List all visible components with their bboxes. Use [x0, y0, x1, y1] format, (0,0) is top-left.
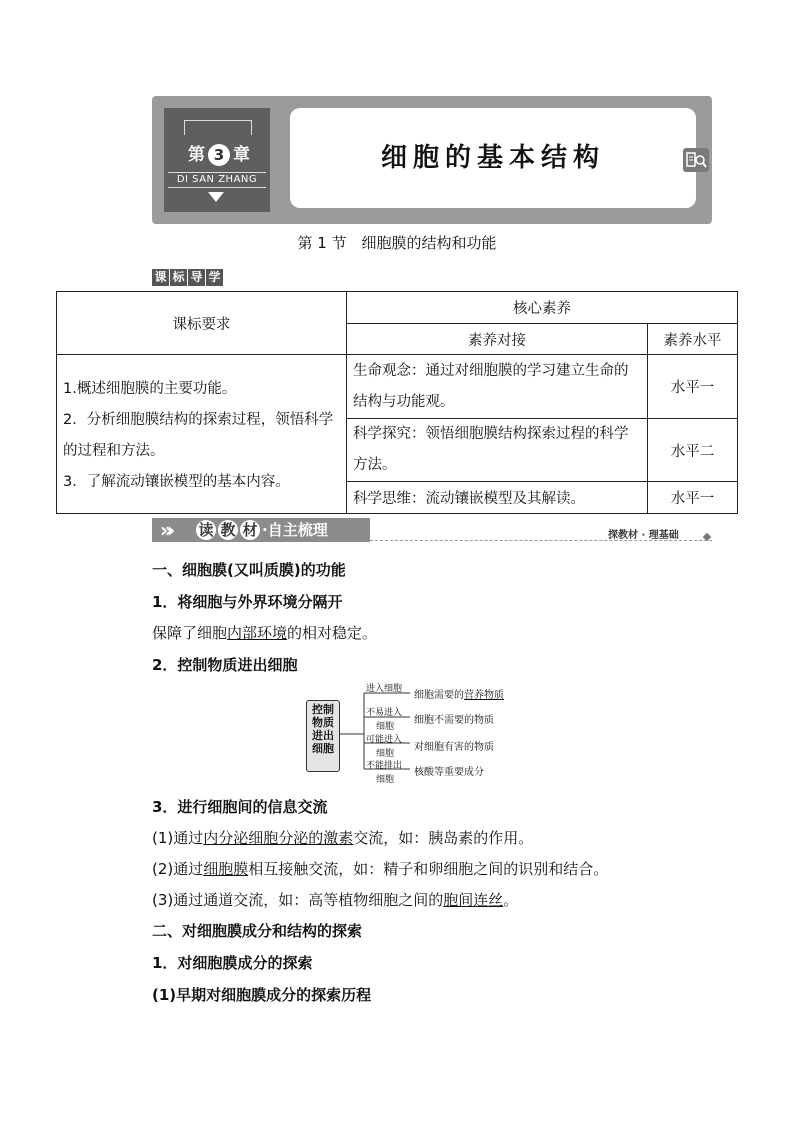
guide-char: 课: [152, 269, 169, 286]
match-cell: 科学思维：流动镶嵌模型及其解读。: [347, 482, 648, 514]
guide-char: 学: [206, 269, 223, 286]
guide-label: [152, 266, 224, 286]
text-span: 保障了细胞: [152, 624, 228, 642]
table-row: [57, 292, 738, 324]
chapter-banner: [152, 96, 712, 224]
text-span: (3)通过通道交流，如：高等植物细胞之间的: [152, 891, 444, 909]
level-cell: 水平一: [648, 355, 738, 419]
branch-label: 进入细胞: [366, 684, 403, 694]
chapter-suffix: 章: [233, 145, 250, 165]
section-banner-title: [196, 518, 328, 542]
underlined-text: 营养物质: [464, 690, 504, 701]
requirements-table: [56, 291, 738, 514]
header-core: 核心素养: [347, 292, 738, 324]
req-item: 1.概述细胞膜的主要功能。: [63, 381, 237, 397]
header-req: 课标要求: [57, 292, 347, 355]
branch-result: 核酸等重要成分: [414, 767, 484, 778]
level-cell: 水平一: [648, 482, 738, 514]
badge-decoration: [184, 120, 252, 135]
guide-char: 导: [188, 269, 205, 286]
branch-label: 可能进入: [366, 735, 403, 745]
match-cell: 生命观念：通过对细胞膜的学习建立生命的结构与功能观。: [347, 355, 648, 419]
text-span: 交流，如：胰岛素的作用。: [353, 829, 534, 847]
text-span: 的相对稳定。: [287, 624, 378, 642]
subheading-1: 1．将细胞与外界环境分隔开: [152, 593, 343, 611]
chapter-pinyin: DI SAN ZHANG: [168, 172, 266, 188]
text-span: (1)通过: [152, 829, 204, 847]
box-line: 细胞: [312, 742, 334, 755]
subheading-5: (1)早期对细胞膜成分的探索历程: [152, 986, 372, 1004]
box-line: 物质: [312, 716, 334, 729]
banner-char: 教: [218, 520, 238, 540]
underlined-text: 内分泌细胞分泌的激素: [203, 829, 354, 847]
branch-label: 不能排出: [366, 761, 403, 771]
subheading-2: 2．控制物质进出细胞: [152, 656, 298, 674]
branch-result: 细胞不需要的物质: [414, 715, 494, 726]
requirements-cell: [57, 355, 347, 514]
level-cell: 水平二: [648, 419, 738, 482]
underlined-text: 内部环境: [227, 624, 288, 642]
list-item: [152, 889, 518, 910]
paragraph-1: [152, 622, 377, 643]
underlined-text: 胞间连丝: [443, 891, 504, 909]
banner-char: 材: [240, 520, 260, 540]
heading-1: 一、细胞膜(又叫质膜)的功能: [152, 561, 346, 579]
chevron-right-icon: »›: [160, 518, 170, 542]
req-item: 2．分析细胞膜结构的探索过程，领悟科学的过程和方法。: [63, 412, 334, 459]
box-line: 控制: [312, 703, 334, 716]
list-item: [152, 827, 533, 848]
req-item: 3．了解流动镶嵌模型的基本内容。: [63, 474, 290, 490]
header-level: 素养水平: [648, 324, 738, 355]
text-span: (2)通过: [152, 860, 204, 878]
chapter-num: 3: [208, 144, 230, 166]
header-match: 素养对接: [347, 324, 648, 355]
branch-label: 细胞: [376, 749, 395, 759]
heading-2: 二、对细胞膜成分和结构的探索: [152, 922, 363, 940]
branch-result: [414, 686, 504, 701]
banner-char: 读: [196, 520, 216, 540]
text-span: 。: [503, 891, 519, 909]
branch-label: 不易进入: [366, 708, 403, 718]
section-banner-sub: 探教材 · 理基础: [608, 530, 679, 541]
text-span: 相互接触交流，如：精子和卵细胞之间的识别和结合。: [248, 860, 609, 878]
text-span: 细胞需要的: [414, 690, 464, 701]
table-row: [57, 355, 738, 419]
title-panel: [290, 108, 696, 208]
branch-result: 对细胞有害的物质: [414, 742, 494, 753]
transport-diagram: [306, 681, 536, 787]
branch-label: 细胞: [376, 775, 395, 785]
list-item: [152, 858, 608, 879]
subheading-3: 3．进行细胞间的信息交流: [152, 798, 328, 816]
chapter-title: 细胞的基本结构: [380, 143, 605, 173]
box-line: 进出: [312, 729, 334, 742]
chapter-prefix: 第: [188, 145, 205, 165]
banner-rest: ·自主梳理: [262, 521, 328, 539]
guide-char: 标: [170, 269, 187, 286]
match-cell: 科学探究：领悟细胞膜结构探索过程的科学方法。: [347, 419, 648, 482]
underlined-text: 细胞膜: [203, 860, 249, 878]
section-title: 第 1 节 细胞膜的结构和功能: [297, 234, 497, 252]
branch-label: 细胞: [376, 722, 395, 732]
subheading-4: 1．对细胞膜成分的探索: [152, 954, 313, 972]
triangle-down-icon: [208, 192, 224, 202]
book-search-icon: [683, 148, 709, 172]
chapter-number: [176, 140, 262, 166]
chapter-badge: [164, 108, 270, 212]
section-banner: [152, 518, 712, 544]
